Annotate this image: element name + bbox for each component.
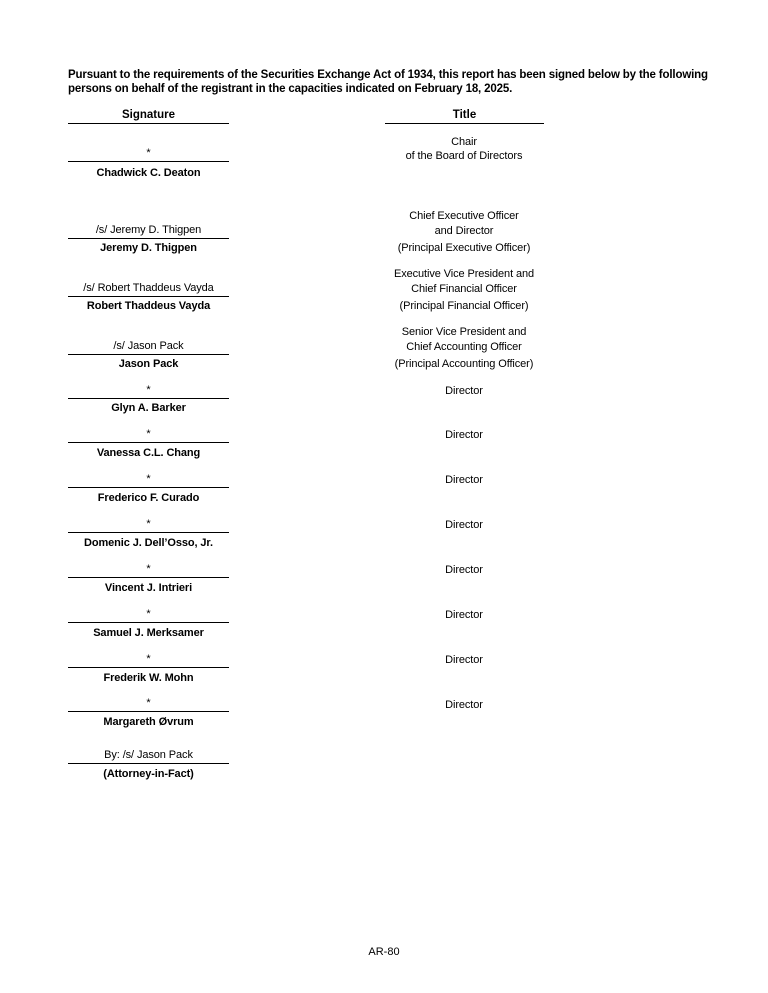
signer-title-line: Director bbox=[445, 609, 483, 621]
signer-title-line: (Principal Executive Officer) bbox=[397, 242, 531, 254]
signer-title-line: Chair bbox=[451, 136, 477, 148]
signer-name: Domenic J. Dell’Osso, Jr. bbox=[84, 537, 213, 549]
signer-name: Jeremy D. Thigpen bbox=[100, 242, 197, 254]
signer-title-line: Executive Vice President and bbox=[393, 268, 535, 280]
signer-title-line: Director bbox=[445, 385, 483, 397]
signature-line: * bbox=[68, 653, 229, 668]
signer-title-line: Director bbox=[445, 564, 483, 576]
attorney-label: (Attorney-in-Fact) bbox=[103, 768, 194, 780]
signature-line: * bbox=[68, 518, 229, 533]
signer-title-line: Senior Vice President and bbox=[401, 326, 527, 338]
signer-name: Vanessa C.L. Chang bbox=[96, 447, 201, 459]
signer-title-line: Chief Executive Officer bbox=[409, 210, 519, 222]
signer-title-line: (Principal Financial Officer) bbox=[399, 300, 529, 312]
signature-line: * bbox=[68, 473, 229, 488]
attorney-signature-line: By: /s/ Jason Pack bbox=[68, 749, 229, 764]
signer-title-line: (Principal Accounting Officer) bbox=[394, 358, 534, 370]
signer-name: Jason Pack bbox=[118, 358, 179, 370]
signer-title-line: Director bbox=[445, 429, 483, 441]
intro-paragraph: Pursuant to the requirements of the Securities Exchange Act of 1934, this report has been signed below by the following persons on behalf of the registrant in the capacities indicated on February 18, 2025. bbox=[68, 69, 708, 95]
signer-name: Robert Thaddeus Vayda bbox=[86, 300, 211, 312]
signature-line: * bbox=[68, 563, 229, 578]
signer-name: Samuel J. Merksamer bbox=[93, 627, 204, 639]
signer-name: Chadwick C. Deaton bbox=[96, 167, 201, 179]
signer-title-line: Director bbox=[445, 699, 483, 711]
signature-line: * bbox=[68, 697, 229, 712]
signature-line: /s/ Jeremy D. Thigpen bbox=[68, 224, 229, 239]
signature-line: * bbox=[68, 384, 229, 399]
signature-line: /s/ Jason Pack bbox=[68, 340, 229, 355]
signer-title-line: Director bbox=[445, 474, 483, 486]
signer-name: Margareth Øvrum bbox=[103, 716, 194, 728]
signer-name: Frederik W. Mohn bbox=[103, 672, 194, 684]
signer-title-line: Director bbox=[445, 519, 483, 531]
signature-line: * bbox=[68, 147, 229, 162]
signer-title-line: of the Board of Directors bbox=[405, 150, 523, 162]
title-column-header: Title bbox=[385, 108, 544, 124]
signer-name: Vincent J. Intrieri bbox=[104, 582, 193, 594]
signer-title-line: Chief Accounting Officer bbox=[406, 341, 522, 353]
page-number: AR-80 bbox=[368, 946, 400, 958]
signer-name: Glyn A. Barker bbox=[111, 402, 186, 414]
signer-title-line: Director bbox=[445, 654, 483, 666]
signature-line: /s/ Robert Thaddeus Vayda bbox=[68, 282, 229, 297]
signer-title-line: Chief Financial Officer bbox=[411, 283, 517, 295]
signature-line: * bbox=[68, 428, 229, 443]
signature-column-header: Signature bbox=[68, 108, 229, 124]
signer-name: Frederico F. Curado bbox=[97, 492, 200, 504]
signature-line: * bbox=[68, 608, 229, 623]
signer-title-line: and Director bbox=[434, 225, 494, 237]
